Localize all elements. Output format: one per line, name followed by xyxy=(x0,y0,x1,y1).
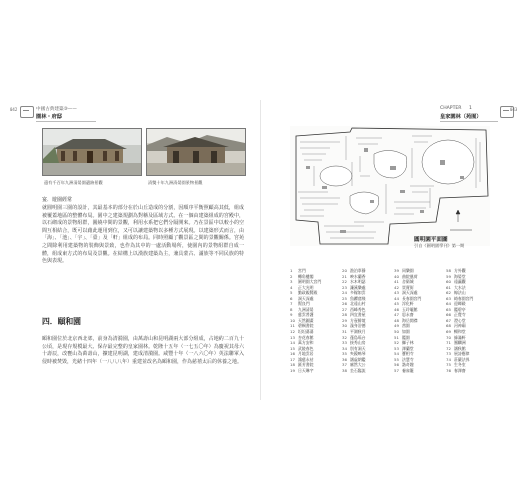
photo-right-caption: 清雙十年九洲清晏園景物景觀 xyxy=(148,180,203,185)
legend-number: 71 xyxy=(446,340,451,346)
legend-label: 暢和堂 xyxy=(454,329,466,335)
legend-number: 53 xyxy=(394,345,399,351)
legend-number: 39 xyxy=(394,268,399,273)
legend-column xyxy=(446,268,498,373)
legend-label: 濂溪樂處 xyxy=(350,284,366,290)
legend-label: 水木明瑟 xyxy=(350,279,366,285)
chapter-label xyxy=(440,106,472,111)
legend-label: 圓明園大宮門 xyxy=(298,279,322,285)
palace-photo-left xyxy=(42,128,142,176)
legend-number: 54 xyxy=(394,351,399,357)
legend-number: 35 xyxy=(342,351,347,357)
legend-number: 68 xyxy=(446,323,451,329)
legend-label: 勤政親賢殿 xyxy=(298,290,318,296)
legend-label: 平湖秋月 xyxy=(350,329,366,335)
legend-number: 43 xyxy=(394,290,399,296)
legend-label: 別有洞天 xyxy=(350,345,366,351)
legend-number: 9 xyxy=(290,312,293,318)
legend-label: 鴻慈永祜 xyxy=(298,356,314,362)
book-spread xyxy=(6,100,518,400)
legend-number: 56 xyxy=(394,362,399,368)
legend-label: 方外觀 xyxy=(454,268,466,273)
legend-item xyxy=(290,368,342,374)
legend-label: 春澤齋 xyxy=(454,367,466,373)
legend-number: 55 xyxy=(394,356,399,362)
legend-number: 66 xyxy=(446,312,451,318)
chapter-label-text: CHAPTER xyxy=(440,106,462,111)
legend-label: 正大光明 xyxy=(298,284,314,290)
legend-number: 1 xyxy=(290,268,293,273)
legend-number: 8 xyxy=(290,306,293,312)
left-page xyxy=(6,100,256,400)
legend-label: 日天琳宇 xyxy=(298,367,314,373)
legend-label: 涵秋館 xyxy=(454,345,466,351)
legend-number: 42 xyxy=(394,284,399,290)
photo-left-caption: 還有千百年九洲清晏園遺跡景觀 xyxy=(44,180,103,185)
legend-label: 映水蘭香 xyxy=(350,273,366,279)
ruins-photo-right xyxy=(146,128,246,176)
legend-label: 線法山 xyxy=(454,290,466,296)
legend-number: 60 xyxy=(446,279,451,285)
legend-number: 37 xyxy=(342,362,347,368)
legend-label: 四宜書屋 xyxy=(350,312,366,318)
legend-number: 76 xyxy=(446,367,451,373)
legend-label: 鑑園 xyxy=(402,334,410,340)
legend-label: 玉玲瓏館 xyxy=(402,306,418,312)
legend-number: 19 xyxy=(290,367,295,373)
legend-number: 64 xyxy=(446,301,451,307)
legend-label: 綠滿軒 xyxy=(454,334,466,340)
legend-label: 寶相寺 xyxy=(402,351,414,357)
legend-label: 生冬室 xyxy=(454,362,466,368)
legend-label: 鑑碧亭 xyxy=(454,306,466,312)
legend-number: 3 xyxy=(290,279,293,285)
legend-number: 11 xyxy=(290,323,295,329)
legend-number: 63 xyxy=(446,295,451,301)
legend-number: 29 xyxy=(342,317,347,323)
legend-number: 14 xyxy=(290,340,295,346)
legend-label: 茜園 xyxy=(402,323,410,329)
legend-label: 方壺勝境 xyxy=(350,317,366,323)
legend-label: 宮門 xyxy=(298,268,306,273)
legend-label: 舍衛城 xyxy=(402,279,414,285)
legend-number: 51 xyxy=(394,334,399,340)
legend-number: 61 xyxy=(446,284,451,290)
legend-number: 57 xyxy=(394,367,399,373)
legend-number: 65 xyxy=(446,306,451,312)
temple-icon xyxy=(20,106,34,118)
legend-number: 74 xyxy=(446,356,451,362)
legend-number: 50 xyxy=(394,329,399,335)
legend-label: 匯芳書院 xyxy=(298,362,314,368)
legend-number: 69 xyxy=(446,329,451,335)
right-header-rule xyxy=(440,121,498,122)
legend-number: 33 xyxy=(342,340,347,346)
legend-number: 31 xyxy=(342,329,347,335)
legend-number: 16 xyxy=(290,351,295,357)
legend-number: 59 xyxy=(446,273,451,279)
legend-label: 蓬島瑤台 xyxy=(350,334,366,340)
legend-label: 洞天深處 xyxy=(298,295,314,301)
legend-number: 12 xyxy=(290,329,295,335)
legend-number: 4 xyxy=(290,284,293,290)
legend-label: 長春園宮門 xyxy=(402,295,422,301)
left-series-title: 中國古典建築③—— xyxy=(36,107,77,112)
legend-label: 澡身浴德 xyxy=(350,323,366,329)
legend-label: 綺春園宮門 xyxy=(454,295,474,301)
legend-label: 廓然大公 xyxy=(350,362,366,368)
legend-number: 7 xyxy=(290,301,293,307)
legend-label: 碧桐書院 xyxy=(298,323,314,329)
legend-label: 諧奇趣 xyxy=(402,362,414,368)
legend-label: 西峰秀色 xyxy=(350,306,366,312)
legend-number: 46 xyxy=(394,306,399,312)
map-title: 圓明園平面圖 xyxy=(414,237,448,243)
legend-label: 北遠山村 xyxy=(350,301,366,307)
left-header-rule xyxy=(36,121,96,122)
legend-label: 杏花春館 xyxy=(298,334,314,340)
legend-number: 62 xyxy=(446,290,451,296)
legend-number: 58 xyxy=(446,268,451,273)
section-heading-summer-palace: 四．頤和園 xyxy=(42,317,81,326)
legend-number: 5 xyxy=(290,290,293,296)
legend-number: 26 xyxy=(342,301,347,307)
legend-number: 38 xyxy=(342,367,347,373)
site-plan-map xyxy=(290,126,490,246)
legend-label: 賢良門 xyxy=(298,301,310,307)
legend-label: 遠瀛觀 xyxy=(454,279,466,285)
legend-label: 大水法 xyxy=(454,284,466,290)
legend-number: 30 xyxy=(342,323,347,329)
legend-label: 淳化軒 xyxy=(402,301,414,307)
left-page-number: 042 xyxy=(10,107,18,112)
legend-number: 36 xyxy=(342,356,347,362)
legend-label: 法慧寺 xyxy=(402,356,414,362)
legend-column xyxy=(394,268,446,373)
legend-column xyxy=(342,268,394,373)
legend-number: 10 xyxy=(290,317,295,323)
legend-number: 75 xyxy=(446,362,451,368)
legend-number: 48 xyxy=(394,317,399,323)
legend-number: 28 xyxy=(342,312,347,318)
legend-number: 2 xyxy=(290,273,293,279)
legend-label: 海晏堂 xyxy=(454,273,466,279)
legend-label: 洞天深處 xyxy=(402,290,418,296)
legend-number: 24 xyxy=(342,290,347,296)
legend-label: 思永齋 xyxy=(402,312,414,318)
legend-label: 涵虛朗鑑 xyxy=(350,356,366,362)
legend-label: 月地雲居 xyxy=(298,351,314,357)
legend-label: 轉角樓閣 xyxy=(298,273,314,279)
legend-label: 澹泊寧靜 xyxy=(350,268,366,273)
sub-heading: 宴．遊園經常 xyxy=(42,197,73,203)
legend-number: 72 xyxy=(446,345,451,351)
legend-label: 天然圖畫 xyxy=(298,317,314,323)
legend-item xyxy=(446,368,498,374)
paragraph-yuanmingyuan: 就圓明園三園的設計，其最基本的部分在於山丘造成的分割，因順序平衡照顧高其低，組成被覆蓋地區的整體布局。園中之建築規劃為對稱及區域方式。在一個由建築組成的宮殿中，以石砌成的景物組群，圍繞中間的景觀，利用水系把它們分隔開來。乃在景區中以較小的空間互相結合，既可以藉此運用到位，又可以讓建築物以多種方式展現。以建築形式而言，由「海」、「池」、「宇」、「臺」及「軒」組成的布局。同時照顧了觀景區之間的景觀關係。宮苑之間除利用建築物的裝飾與景致，也作為其中的一處活動場所，使園內的景物組群自成一體，組成東方式的布局及景觀。在結構上以漢族建築為主，兼具蒙古、滿族等不同民族的特色與表現。 xyxy=(42,205,244,265)
legend-label: 買賣街 xyxy=(402,284,414,290)
legend-item xyxy=(394,368,446,374)
legend-number: 49 xyxy=(394,323,399,329)
legend-label: 曲院風荷 xyxy=(402,273,418,279)
gutter xyxy=(260,100,261,400)
legend-label: 坐石臨流 xyxy=(350,367,366,373)
legend-number: 20 xyxy=(342,268,347,273)
legend-item xyxy=(342,368,394,374)
legend-label: 正覺寺 xyxy=(454,312,466,318)
legend-number: 73 xyxy=(446,351,451,357)
legend-number: 47 xyxy=(394,312,399,318)
legend-number: 45 xyxy=(394,301,399,307)
paragraph-summer-palace: 頤和園位於北京西北郊，前身為清漪園，由萬壽山和昆明湖兩大部分組成，占地約二百九十公頃，是現存規模最大、保存最完整的皇家園林。乾隆十五年（一七五〇年）為慶祝其母六十壽辰，改甕山為萬壽山，擴建昆明湖，建成清漪園。咸豐十年（一八六〇年）英法聯軍入侵時被焚毀，光緒十四年（一八八八年）重建並改名為頤和園，作為慈禧太后的休養之地。 xyxy=(42,336,244,365)
legend-label: 獅子林 xyxy=(402,340,414,346)
legend-number: 67 xyxy=(446,317,451,323)
legend-number: 34 xyxy=(342,345,347,351)
chapter-number: 1 xyxy=(468,106,472,111)
map-source: 引自《圓明園學刊》第一期 xyxy=(414,243,465,248)
legend-number: 15 xyxy=(290,345,295,351)
legend-label: 魚躍鳶飛 xyxy=(350,295,366,301)
legend-label: 展詩應律 xyxy=(454,351,470,357)
legend-label: 養雀籠 xyxy=(402,367,414,373)
legend-number: 52 xyxy=(394,340,399,346)
right-chapter-title: 皇家園林（苑囿） xyxy=(440,114,482,120)
legend-column xyxy=(290,268,342,373)
legend-number: 27 xyxy=(342,306,347,312)
legend-label: 海岳開襟 xyxy=(402,317,418,323)
legend-number: 21 xyxy=(342,273,347,279)
legend-label: 莊嚴法界 xyxy=(454,356,470,362)
legend-label: 澤蘭堂 xyxy=(402,345,414,351)
legend-number: 13 xyxy=(290,334,295,340)
legend-label: 澄心堂 xyxy=(454,317,466,323)
legend-label: 同樂園 xyxy=(402,268,414,273)
legend-number: 6 xyxy=(290,295,293,301)
legend-label: 萬方安和 xyxy=(298,340,314,346)
legend-label: 多稼如雲 xyxy=(350,290,366,296)
legend-number: 41 xyxy=(394,279,399,285)
legend-number: 22 xyxy=(342,279,347,285)
legend-label: 坦坦蕩蕩 xyxy=(298,329,314,335)
legend-number: 18 xyxy=(290,362,295,368)
legend-number: 32 xyxy=(342,334,347,340)
legend-label: 迎暉殿 xyxy=(454,301,466,307)
legend-label: 河神廟 xyxy=(454,323,466,329)
legend-number: 70 xyxy=(446,334,451,340)
legend-label: 九洲清晏 xyxy=(298,306,314,312)
legend-label: 鳳麟洲 xyxy=(454,340,466,346)
legend-label: 如園 xyxy=(402,329,410,335)
legend-label: 夾鏡鳴琴 xyxy=(350,351,366,357)
left-chapter-title: 園林・府邸 xyxy=(36,114,62,120)
legend-label: 接秀山房 xyxy=(350,340,366,346)
legend-number: 17 xyxy=(290,356,295,362)
right-page-number: 043 xyxy=(510,107,518,112)
legend-number: 44 xyxy=(394,295,399,301)
legend-number: 25 xyxy=(342,295,347,301)
right-page xyxy=(264,100,518,400)
legend-number: 40 xyxy=(394,273,399,279)
legend-label: 慈雲普護 xyxy=(298,312,314,318)
legend-number: 23 xyxy=(342,284,347,290)
legend-label: 武陵春色 xyxy=(298,345,314,351)
